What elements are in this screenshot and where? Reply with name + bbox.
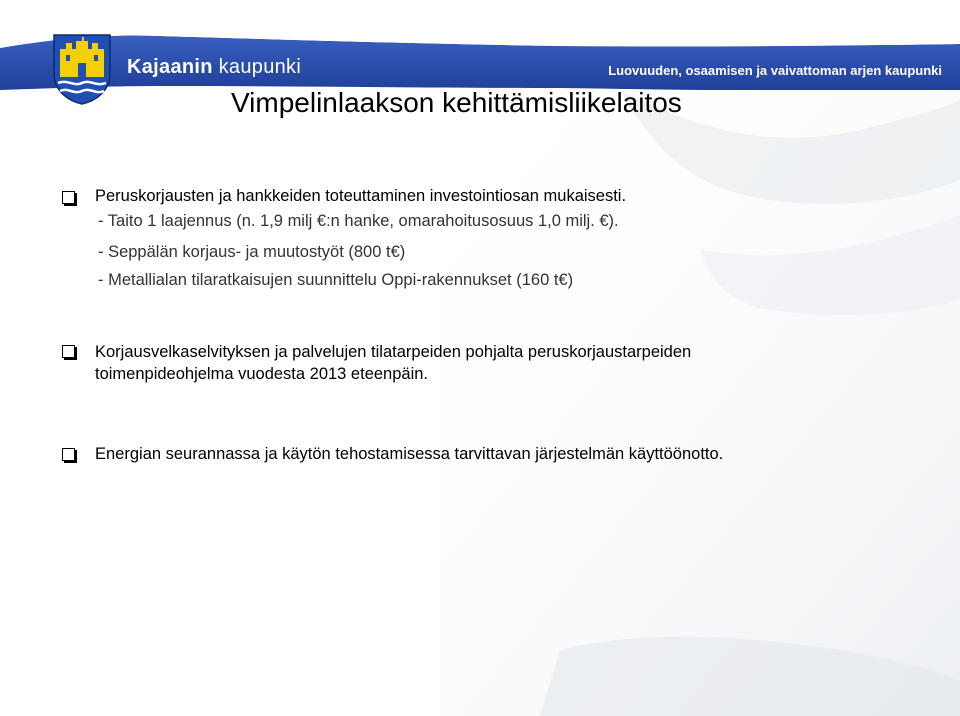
sub-item: - Seppälän korjaus- ja muutostyöt (800 t€) <box>98 243 406 261</box>
bullet-text: Energian seurannassa ja käytön tehostamisessa tarvittavan järjestelmän käyttöönotto. <box>95 445 724 463</box>
bullet-text: toimenpideohjelma vuodesta 2013 eteenpäin. <box>95 365 428 383</box>
brand-name-bold: Kajaanin <box>127 56 213 78</box>
castle-crest-icon <box>52 33 112 105</box>
bullet-text: Peruskorjausten ja hankkeiden toteuttaminen investointiosan mukaisesti. <box>95 187 627 205</box>
brand-name-light: kaupunki <box>218 56 302 78</box>
sub-item: - Metallialan tilaratkaisujen suunnittelu Oppi-rakennukset (160 t€) <box>98 271 574 289</box>
brand-tagline: Luovuuden, osaamisen ja vaivattoman arjen kaupunki <box>608 63 942 78</box>
checkbox-bullet-icon <box>62 191 75 204</box>
slide-title: Vimpelinlaakson kehittämisliikelaitos <box>231 87 682 118</box>
checkbox-bullet-icon <box>62 448 75 461</box>
brand-name <box>127 56 301 79</box>
decorative-waves <box>440 90 960 716</box>
sub-item: - Taito 1 laajennus (n. 1,9 milj €:n hanke, omarahoitusosuus 1,0 milj. €). <box>98 212 619 230</box>
checkbox-bullet-icon <box>62 345 75 358</box>
bullet-text: Korjausvelkaselvityksen ja palvelujen tilatarpeiden pohjalta peruskorjaustarpeiden <box>95 343 692 361</box>
